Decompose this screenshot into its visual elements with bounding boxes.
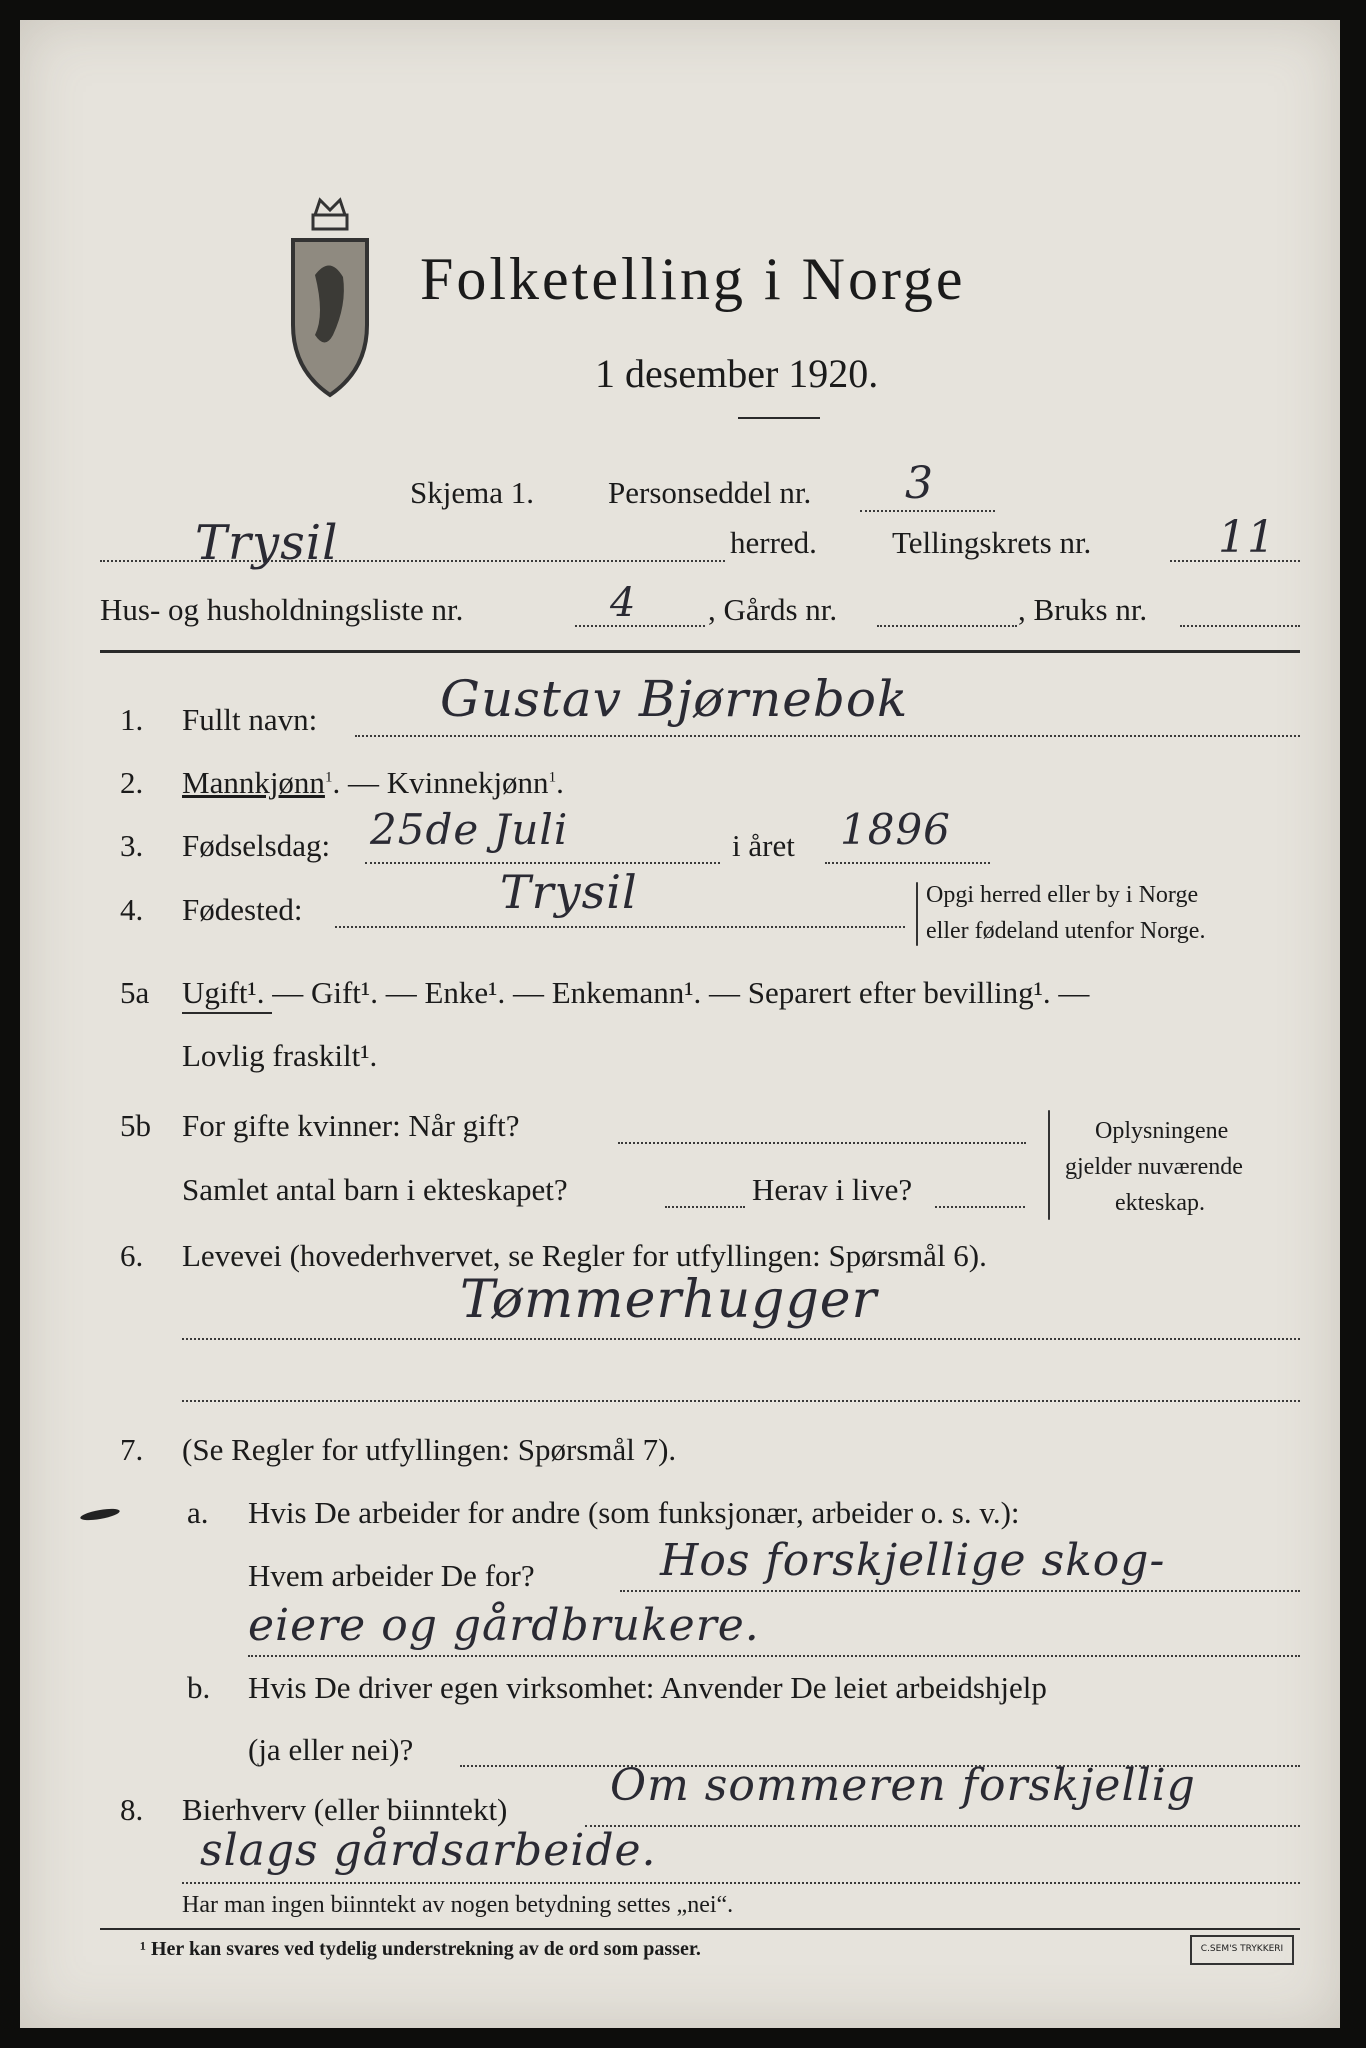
q8-line2 [182,1882,1300,1884]
schema-label: Skjema 1. [410,475,534,510]
norwegian-coat-of-arms-icon [285,185,375,405]
q5b-number: 5b [120,1108,151,1143]
title-divider [738,417,820,419]
footnote-divider [100,1928,1300,1930]
q7a-line2 [248,1655,1300,1657]
herred-label: herred. [730,525,817,560]
q5b-children-label: Samlet antal barn i ekteskapet? [182,1172,568,1207]
hus-label: Hus- og husholdningsliste nr. [100,592,464,627]
q5b-note-line3: ekteskap. [1115,1190,1205,1216]
q3-year-value: 1896 [840,805,951,854]
q7-label: (Se Regler for utfyllingen: Spørsmål 7). [182,1432,677,1467]
q8-value-line2: slags gårdsarbeide. [200,1825,657,1876]
ink-mark [80,1507,121,1523]
q4-number: 4. [120,892,144,927]
q3-date-line [365,862,720,864]
form-title: Folketelling i Norge [420,246,966,312]
personseddel-label: Personseddel nr. [608,475,812,510]
tellingskrets-value: 11 [1218,512,1276,563]
q5b-line1 [618,1142,1026,1144]
q7a-value-line1: Hos forskjellige skog- [660,1535,1166,1586]
q5b-label: For gifte kvinner: Når gift? [182,1108,520,1143]
personseddel-line [860,510,995,512]
q5b-note-brace [1048,1110,1050,1220]
q7-number: 7. [120,1432,144,1467]
q8-number: 8. [120,1792,144,1827]
q8-note: Har man ingen biinntekt av nogen betydning settes „nei“. [182,1892,734,1918]
q3-year-line [825,862,990,864]
hus-value: 4 [610,580,637,626]
q6-line2 [182,1400,1300,1402]
q5a-options-line2: Lovlig fraskilt¹. [182,1038,378,1073]
form-date: 1 desember 1920. [595,351,879,396]
q5b-alive-label: Herav i live? [752,1172,913,1207]
q3-number: 3. [120,828,144,863]
q4-line [335,926,905,928]
header-divider [100,650,1300,653]
q3-year-label: i året [732,828,795,863]
q5a-options: Ugift¹. — Gift¹. — Enke¹. — Enkemann¹. — Separert efter bevilling¹. — [182,975,1090,1010]
q7a-letter: a. [187,1495,209,1530]
q1-value: Gustav Bjørnebok [440,670,909,728]
q7b-letter: b. [187,1670,211,1705]
q2-female-option: Kvinnekjønn [386,765,549,800]
q8-line1 [585,1825,1300,1827]
q7a-text: Hvis De arbeider for andre (som funksjonær, arbeider o. s. v.): [248,1495,1020,1530]
bruks-label: , Bruks nr. [1018,592,1148,627]
tellingskrets-label: Tellingskrets nr. [892,525,1092,560]
q4-value: Trysil [500,865,638,919]
q7b-text: Hvis De driver egen virksomhet: Anvender De leiet arbeidshjelp [248,1670,1047,1705]
q7a-value-line2: eiere og gårdbrukere. [248,1600,760,1651]
q5a-number: 5a [120,975,150,1010]
q8-value-line1: Om sommeren forskjellig [610,1760,1196,1811]
gards-line [877,625,1017,627]
q4-label: Fødested: [182,892,303,927]
q5a-ugift-underline [182,1012,272,1014]
q5b-note-line2: gjelder nuværende [1065,1154,1243,1180]
hus-line [575,625,705,627]
q5b-children-line [665,1206,745,1208]
personseddel-value: 3 [905,458,934,509]
q4-note-line1: Opgi herred eller by i Norge [926,882,1199,908]
q3-date-value: 25de Juli [370,805,569,854]
q1-number: 1. [120,702,144,737]
bruks-line [1180,625,1300,627]
q6-value: Tømmerhugger [460,1270,878,1330]
q1-line [355,735,1300,737]
q2-number: 2. [120,765,144,800]
q4-note-brace [916,882,918,946]
q7a-line1 [620,1590,1300,1592]
q5b-alive-line [935,1206,1025,1208]
q5b-note-line1: Oplysningene [1095,1118,1229,1144]
q3-label: Fødselsdag: [182,828,331,863]
q7a-question: Hvem arbeider De for? [248,1558,535,1593]
q8-label: Bierhverv (eller biinntekt) [182,1792,508,1827]
printer-stamp: C.SEM'S TRYKKERI [1190,1935,1294,1965]
q7b-question: (ja eller nei)? [248,1732,414,1767]
q2-male-option: Mannkjønn [182,765,325,800]
q1-label: Fullt navn: [182,702,318,737]
gards-label: , Gårds nr. [708,592,838,627]
q4-note-line2: eller fødeland utenfor Norge. [926,918,1206,944]
q6-line1 [182,1338,1300,1340]
q2-options: Mannkjønn$^1$. — Kvinnekjønn$^1$. [182,765,564,800]
footnote: ¹ Her kan svares ved tydelig understrekning av de ord som passer. [140,1938,701,1960]
q6-number: 6. [120,1238,144,1273]
census-form [20,20,1340,2028]
herred-line [100,560,725,562]
q6-label: Levevei (hovederhvervet, se Regler for utfyllingen: Spørsmål 6). [182,1238,987,1273]
herred-value: Trysil [195,515,339,571]
